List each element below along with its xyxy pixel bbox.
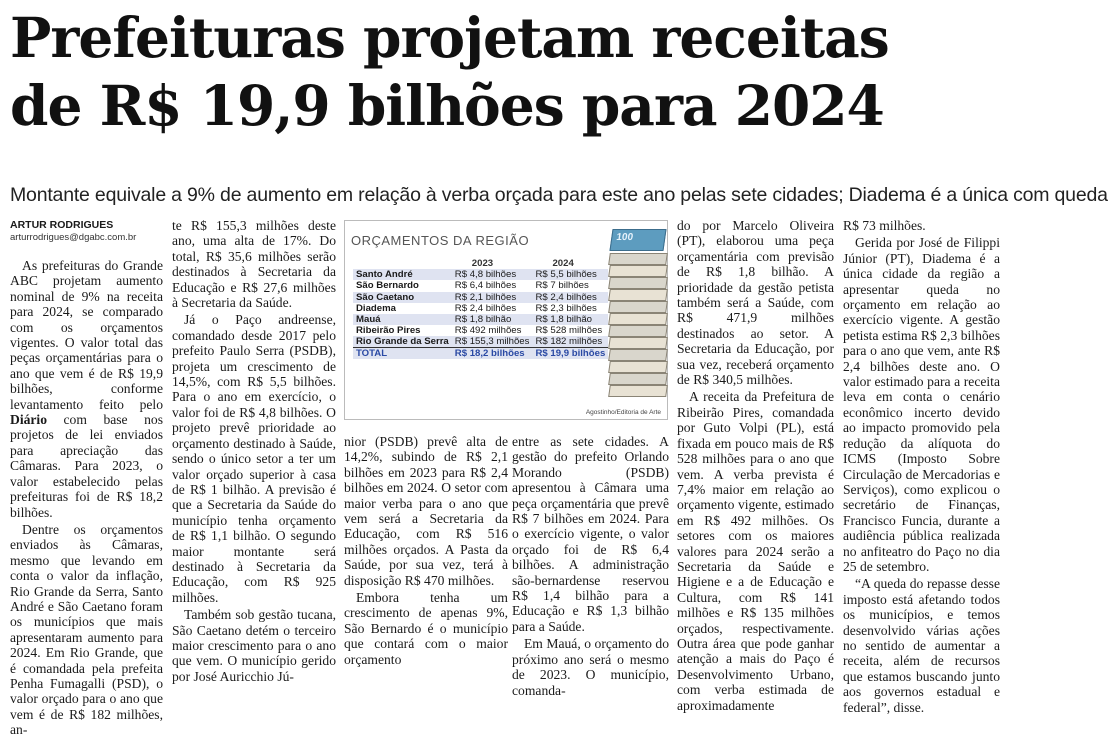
table-row: Ribeirão Pires R$ 492 milhões R$ 528 milhões [356,325,603,337]
paragraph: As prefeituras do Grande ABC projetam aumento nominal de 9% na receita para 2024, se comparado com os orçamentos vigentes. O valor total das peças orçamentárias para o ano que vem é de R$ 19,9 bilhões, conforme levantamento feito pelo Diário com base nos projetos de lei enviados para apreciação das Câmaras. Para 2023, o valor estabelecido pelas prefeituras foi de R$ 18,2 bilhões. [10,258,163,520]
table-row: Santo André R$ 4,8 bilhões R$ 5,5 bilhões [353,269,608,280]
money-stack-illustration [607,227,667,407]
table-row: São Caetano R$ 2,1 bilhões R$ 2,4 bilhões [353,292,608,303]
infographic-title: ORÇAMENTOS DA REGIÃO [351,233,530,248]
paragraph: A receita da Prefeitura de Ribeirão Pires, comandada por Guto Volpi (PL), está fixada em pouco mais de R$ 528 milhões para o ano que vem. A verba prevista é 7,4% maior em relação ao orçamento vigente, estimado em R$ 492 milhões. Os setores com os maiores valores para 2024 serão a Secretaria da Saúde e Higiene e a de Educação e Cultura, com R$ 141 milhões e R$ 135 milhões orçados, respectivamente. Outra área que pode ganhar atenção a mais do Paço é Desenvolvimento Urbano, com verba estimada de aproximadamente [677,389,834,713]
paragraph: do por Marcelo Oliveira (PT), elaborou uma peça orçamentária com previsão de R$ 1,8 bilhão. A prioridade da gestão petista também será a Saúde, com R$ 471,9 milhões destinados ao setor. A Secretaria da Educação, por sua vez, receberá orçamento de R$ 340,5 milhões. [677,218,834,388]
table-row: São Bernardo R$ 6,4 bilhões R$ 7 bilhões [356,280,589,292]
article-column-3 [344,434,508,667]
paragraph: Em Mauá, o orçamento do próximo ano será o mesmo de 2023. O município, comanda- [512,636,669,698]
paragraph: Dentre os orçamentos enviados às Câmaras, mesmo que levando em conta o valor da inflação, Rio Grande da Serra, Santo André e São Caetano foram os municípios que mais apresentaram aumento para 2024. Em Rio Grande, que é comandada pela prefeita Penha Fumagalli (PSD), o valor orçado para o ano que vem é de R$ 182 milhões, an- [10,521,163,738]
headline-line-2: de R$ 19,9 bilhões para 2024 [10,73,884,138]
headline [10,4,1000,140]
table-row: Rio Grande da Serra R$ 155,3 milhões R$ 182 milhões [353,336,608,348]
byline-email: arturrodrigues@dgabc.com.br [10,232,137,243]
article-column-5 [677,218,834,713]
paragraph: nior (PSDB) prevê alta de 14,2%, subindo de R$ 2,1 bilhões em 2023 para R$ 2,4 bilhões em 2024. O setor com maior verba para o ano que vem será a Secretaria da Educação, com R$ 516 milhões orçados. A Pasta da Saúde, por sua vez, terá à disposição R$ 470 milhões. [344,434,508,588]
banknote-icon: 100 [609,229,666,251]
subheadline: Montante equivale a 9% de aumento em relação à verba orçada para este ano pelas sete cidades; Diadema é a única com queda [10,184,1108,206]
article-column-6 [843,218,1000,715]
paragraph: R$ 73 milhões. [843,218,926,233]
paragraph: te R$ 155,3 milhões deste ano, uma alta de 17%. Do total, R$ 35,6 milhões serão destinados à Secretaria da Educação e R$ 27,6 milhões à Secretaria da Saúde. [172,218,336,311]
paragraph: Já o Paço andreense, comandado desde 2017 pelo prefeito Paulo Serra (PSDB), projeta um crescimento de 14,5%, com R$ 5,5 bilhões. Para o ano em exercício, o valor foi de R$ 4,8 bilhões. O projeto prevê prioridade ao orçamento destinado à Saúde, sendo o único setor a ter um valor orçado superior à casa de R$ 1 bilhão. A previsão é que a Secretaria da Saúde do município tenha orçamento de R$ 1,1 bilhão. O segundo maior montante será destinado à Secretaria da Educação, com R$ 925 milhões. [172,312,336,605]
article-column-2 [172,218,336,684]
infographic-credit: Agostinho/Editoria de Arte [585,409,661,416]
byline-author: ARTUR RODRIGUES [10,219,114,231]
col-header-2023: 2023 [471,258,494,270]
table-row: Mauá R$ 1,8 bilhão R$ 1,8 bilhão [353,314,608,325]
article-column-4 [512,434,669,698]
col-header-2024: 2024 [552,258,574,270]
paragraph: Embora tenha um crescimento de apenas 9%, São Bernardo é o município que contará com o maior orçamento [344,590,508,667]
paragraph: “A queda do repasse desse imposto está afetando todos os municípios, e temos desenvolvido várias ações no sentido de aumentar a receita, além de recursos que estamos buscando junto aos governos estadual e federal”, disse. [843,576,1000,715]
paragraph: Também sob gestão tucana, São Caetano detém o terceiro maior crescimento para o ano que vem. O município gerido por José Auricchio Jú- [172,607,336,684]
paragraph: entre as sete cidades. A gestão do prefeito Orlando Morando (PSDB) apresentou à Câmara uma peça orçamentária que prevê R$ 7 bilhões em 2024. Para o exercício vigente, o valor orçado foi de R$ 6,4 bilhões. A administração são-bernardense reservou R$ 1,4 bilhão para a Educação e R$ 1,3 bilhão para a Saúde. [512,434,669,634]
headline-line-1: Prefeituras projetam receitas [10,5,889,70]
budget-infographic [344,220,668,420]
article-column-1 [10,218,163,738]
budget-table [353,258,608,359]
paragraph: Gerida por José de Filippi Júnior (PT), Diadema é a única cidade da região a apresentar queda no orçamento em relação ao exercício vigente. A gestão petista estima R$ 2,3 bilhões para o ano que vem, ante R$ 2,4 bilhões deste ano. O valor estimado para a receita leva em conta o cenário econômico incerto devido ao impacto promovido pela redução da alíquota do ICMS (Imposto Sobre Circulação de Mercadorias e Serviços), como explicou o secretário de Finanças, Francisco Funcia, durante a audiência pública realizada no anfiteatro do Paço no dia 25 de setembro. [843,235,1000,574]
table-row: Diadema R$ 2,4 bilhões R$ 2,3 bilhões [356,302,597,314]
table-total-row: TOTAL R$ 18,2 bilhões R$ 19,9 bilhões [353,348,608,360]
